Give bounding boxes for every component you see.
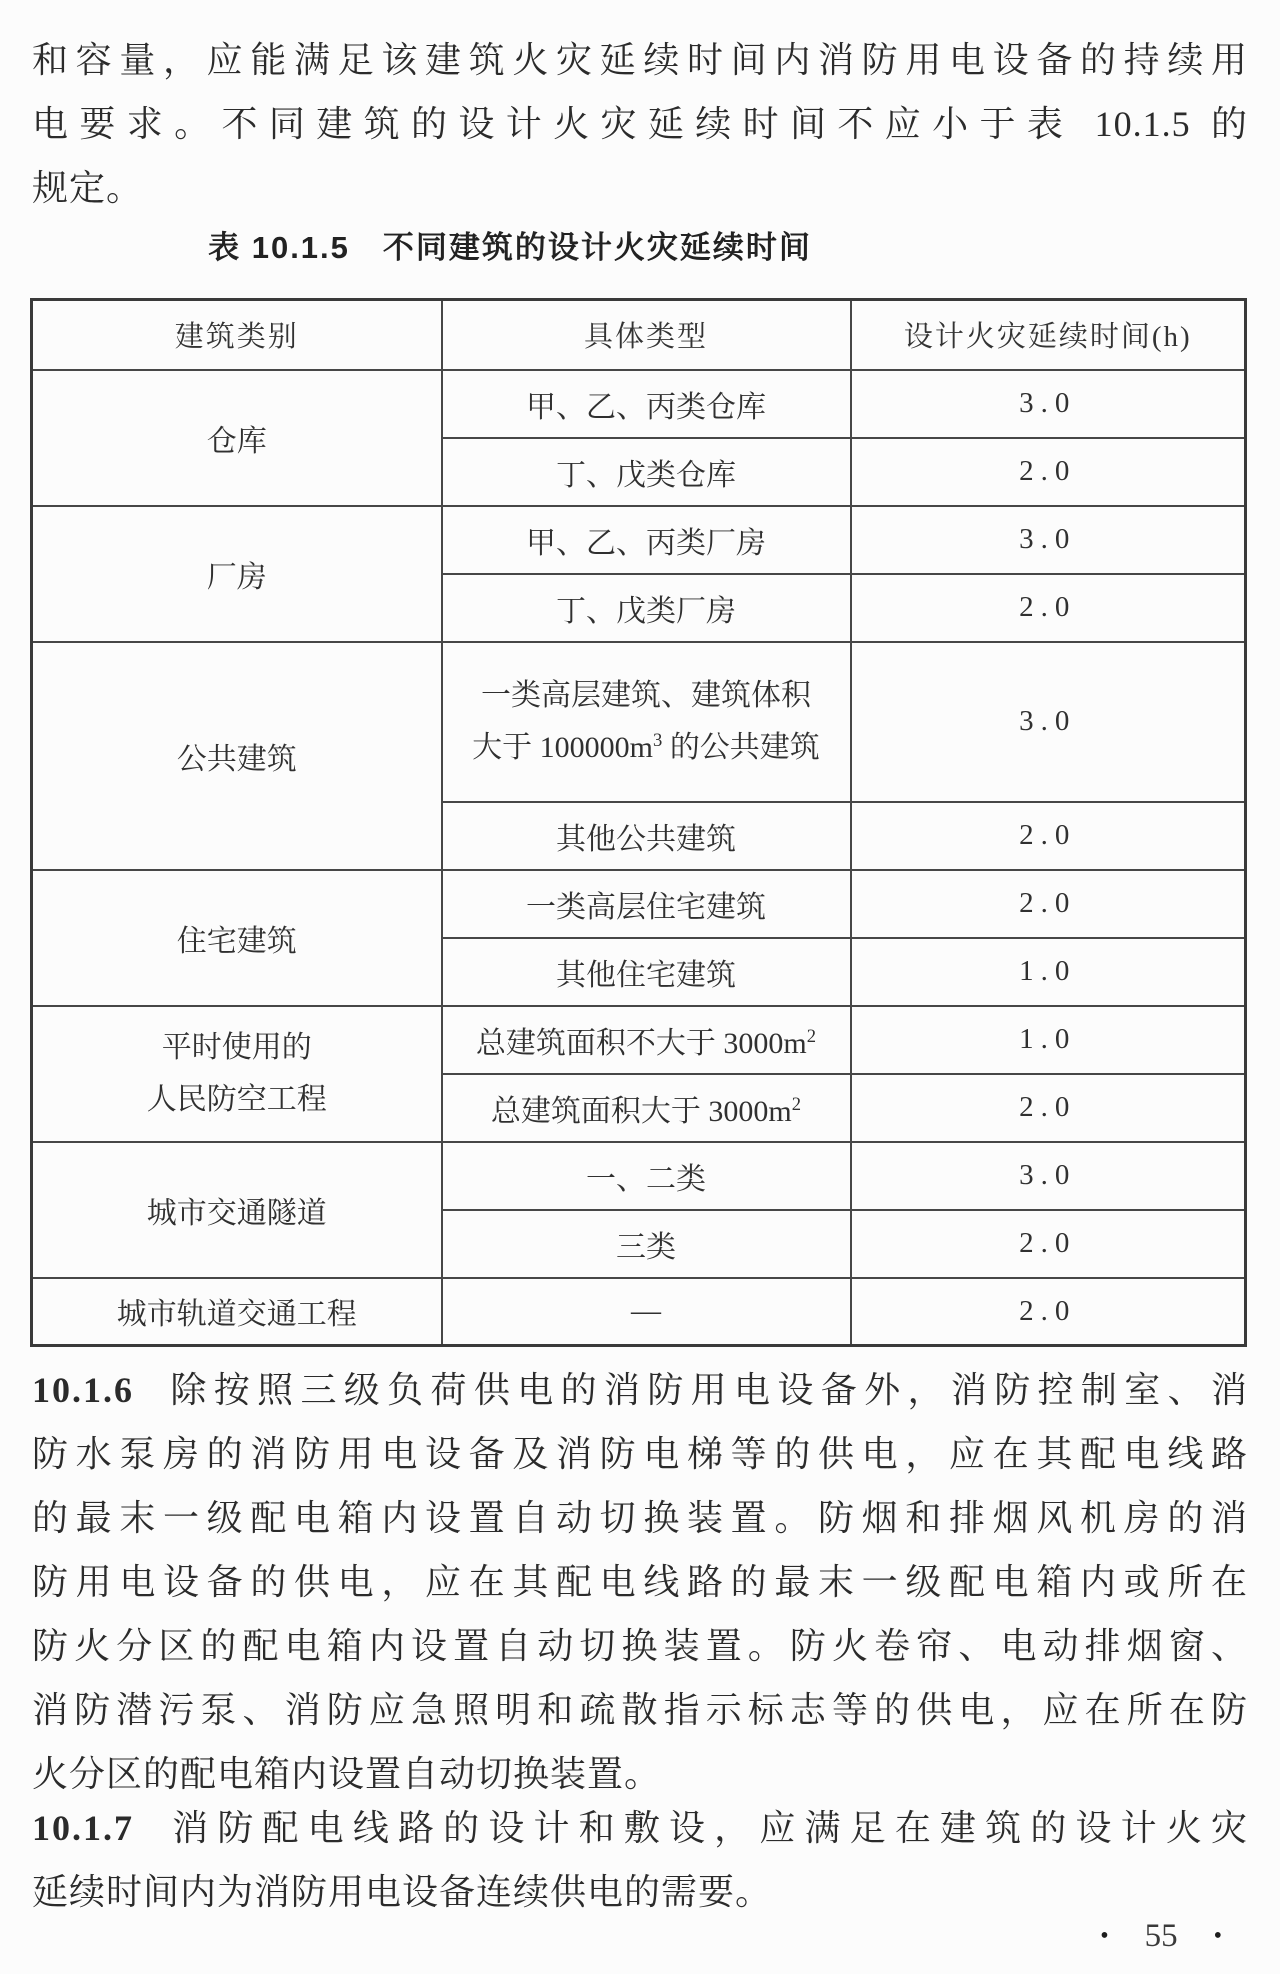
type-cell: 三类: [442, 1210, 851, 1278]
clause-number: 10.1.6: [32, 1370, 134, 1410]
category-cell: 公共建筑: [32, 642, 442, 870]
duration-cell: 2.0: [851, 1074, 1246, 1142]
fire-duration-table: [30, 298, 1247, 1347]
table-row: [32, 506, 1246, 574]
footer-dot-icon: •: [1213, 1922, 1222, 1949]
duration-cell: 2.0: [851, 438, 1246, 506]
type-cell: 总建筑面积大于 $3000m^2$: [442, 1074, 851, 1142]
table-row: [32, 642, 1246, 802]
category-cell: 厂房: [32, 506, 442, 642]
col-header-duration: 设计火灾延续时间(h): [851, 300, 1246, 370]
category-cell-line: 平时使用的: [161, 1030, 312, 1064]
table-row: [32, 1278, 1246, 1346]
category-cell: 城市交通隧道: [32, 1142, 442, 1278]
type-cell: 甲、乙、丙类仓库: [442, 370, 851, 438]
col-header-specific-type: 具体类型: [442, 300, 851, 370]
paragraph-line: 电要求。不同建筑的设计火灾延续时间不应小于表 10.1.5 的: [32, 104, 1248, 144]
superscript: 2: [806, 1025, 817, 1047]
table-row: [32, 870, 1246, 938]
duration-cell: 3.0: [851, 370, 1246, 438]
paragraph-line: 消防潜污泵、消防应急照明和疏散指示标志等的供电，应在所在防: [32, 1690, 1248, 1730]
paragraph-line: 防用电设备的供电，应在其配电线路的最末一级配电箱内或所在: [32, 1562, 1248, 1602]
table-row: [32, 1142, 1246, 1210]
duration-cell: 1.0: [851, 1006, 1246, 1074]
category-cell: [32, 1006, 442, 1142]
table-row: [32, 1006, 1246, 1074]
superscript: 2: [791, 1093, 802, 1115]
clause-10-1-7: [32, 1796, 1248, 1924]
type-cell: 甲、乙、丙类厂房: [442, 506, 851, 574]
type-cell: 其他住宅建筑: [442, 938, 851, 1006]
type-cell: 丁、戊类厂房: [442, 574, 851, 642]
paragraph-line: 10.1.7 消防配电线路的设计和敷设，应满足在建筑的设计火灾: [32, 1808, 1248, 1848]
type-cell: [442, 642, 851, 802]
clause-number: 10.1.7: [32, 1808, 134, 1848]
duration-cell: 3.0: [851, 642, 1246, 802]
duration-cell: 3.0: [851, 506, 1246, 574]
table-row: [32, 370, 1246, 438]
category-cell: 仓库: [32, 370, 442, 506]
superscript: 3: [653, 729, 663, 751]
duration-cell: 2.0: [851, 1210, 1246, 1278]
clause-10-1-6: [32, 1358, 1248, 1806]
duration-cell: 2.0: [851, 870, 1246, 938]
category-cell: 城市轨道交通工程: [32, 1278, 442, 1346]
category-cell: 住宅建筑: [32, 870, 442, 1006]
type-cell: 其他公共建筑: [442, 802, 851, 870]
type-cell: 丁、戊类仓库: [442, 438, 851, 506]
col-header-building-category: 建筑类别: [32, 300, 442, 370]
table-header-row: [32, 300, 1246, 370]
paragraph-line: 延续时间内为消防用电设备连续供电的需要。: [32, 1872, 773, 1912]
paragraph-line: 规定。: [32, 168, 144, 208]
paragraph-line: 和容量，应能满足该建筑火灾延续时间内消防用电设备的持续用: [32, 40, 1248, 80]
duration-cell: 2.0: [851, 574, 1246, 642]
category-cell-line: 人民防空工程: [146, 1082, 327, 1116]
type-cell-line: 一类高层建筑、建筑体积: [481, 678, 811, 712]
table-caption: 表 10.1.5 不同建筑的设计火灾延续时间: [208, 230, 812, 265]
paragraph-line: 的最末一级配电箱内设置自动切换装置。防烟和排烟风机房的消: [32, 1498, 1248, 1538]
duration-cell: 2.0: [851, 1278, 1246, 1346]
footer-dot-icon: •: [1100, 1922, 1109, 1949]
paragraph-line: 10.1.6 除按照三级负荷供电的消防用电设备外，消防控制室、消: [32, 1370, 1248, 1410]
paragraph-line: 防水泵房的消防用电设备及消防电梯等的供电，应在其配电线路: [32, 1434, 1248, 1474]
type-cell: —: [442, 1278, 851, 1346]
paragraph-line: 防火分区的配电箱内设置自动切换装置。防火卷帘、电动排烟窗、: [32, 1626, 1248, 1666]
type-cell: 一类高层住宅建筑: [442, 870, 851, 938]
type-cell: 一、二类: [442, 1142, 851, 1210]
page-number: 55: [1144, 1917, 1178, 1954]
duration-cell: 3.0: [851, 1142, 1246, 1210]
intro-paragraph: [32, 28, 1248, 220]
type-cell: 总建筑面积不大于 $3000m^2$: [442, 1006, 851, 1074]
duration-cell: 1.0: [851, 938, 1246, 1006]
duration-cell: 2.0: [851, 802, 1246, 870]
page-footer: [1100, 1912, 1222, 1960]
paragraph-line: 火分区的配电箱内设置自动切换装置。: [32, 1754, 662, 1794]
type-cell-line: 大于 $100000m^3$ 的公共建筑: [472, 729, 820, 764]
